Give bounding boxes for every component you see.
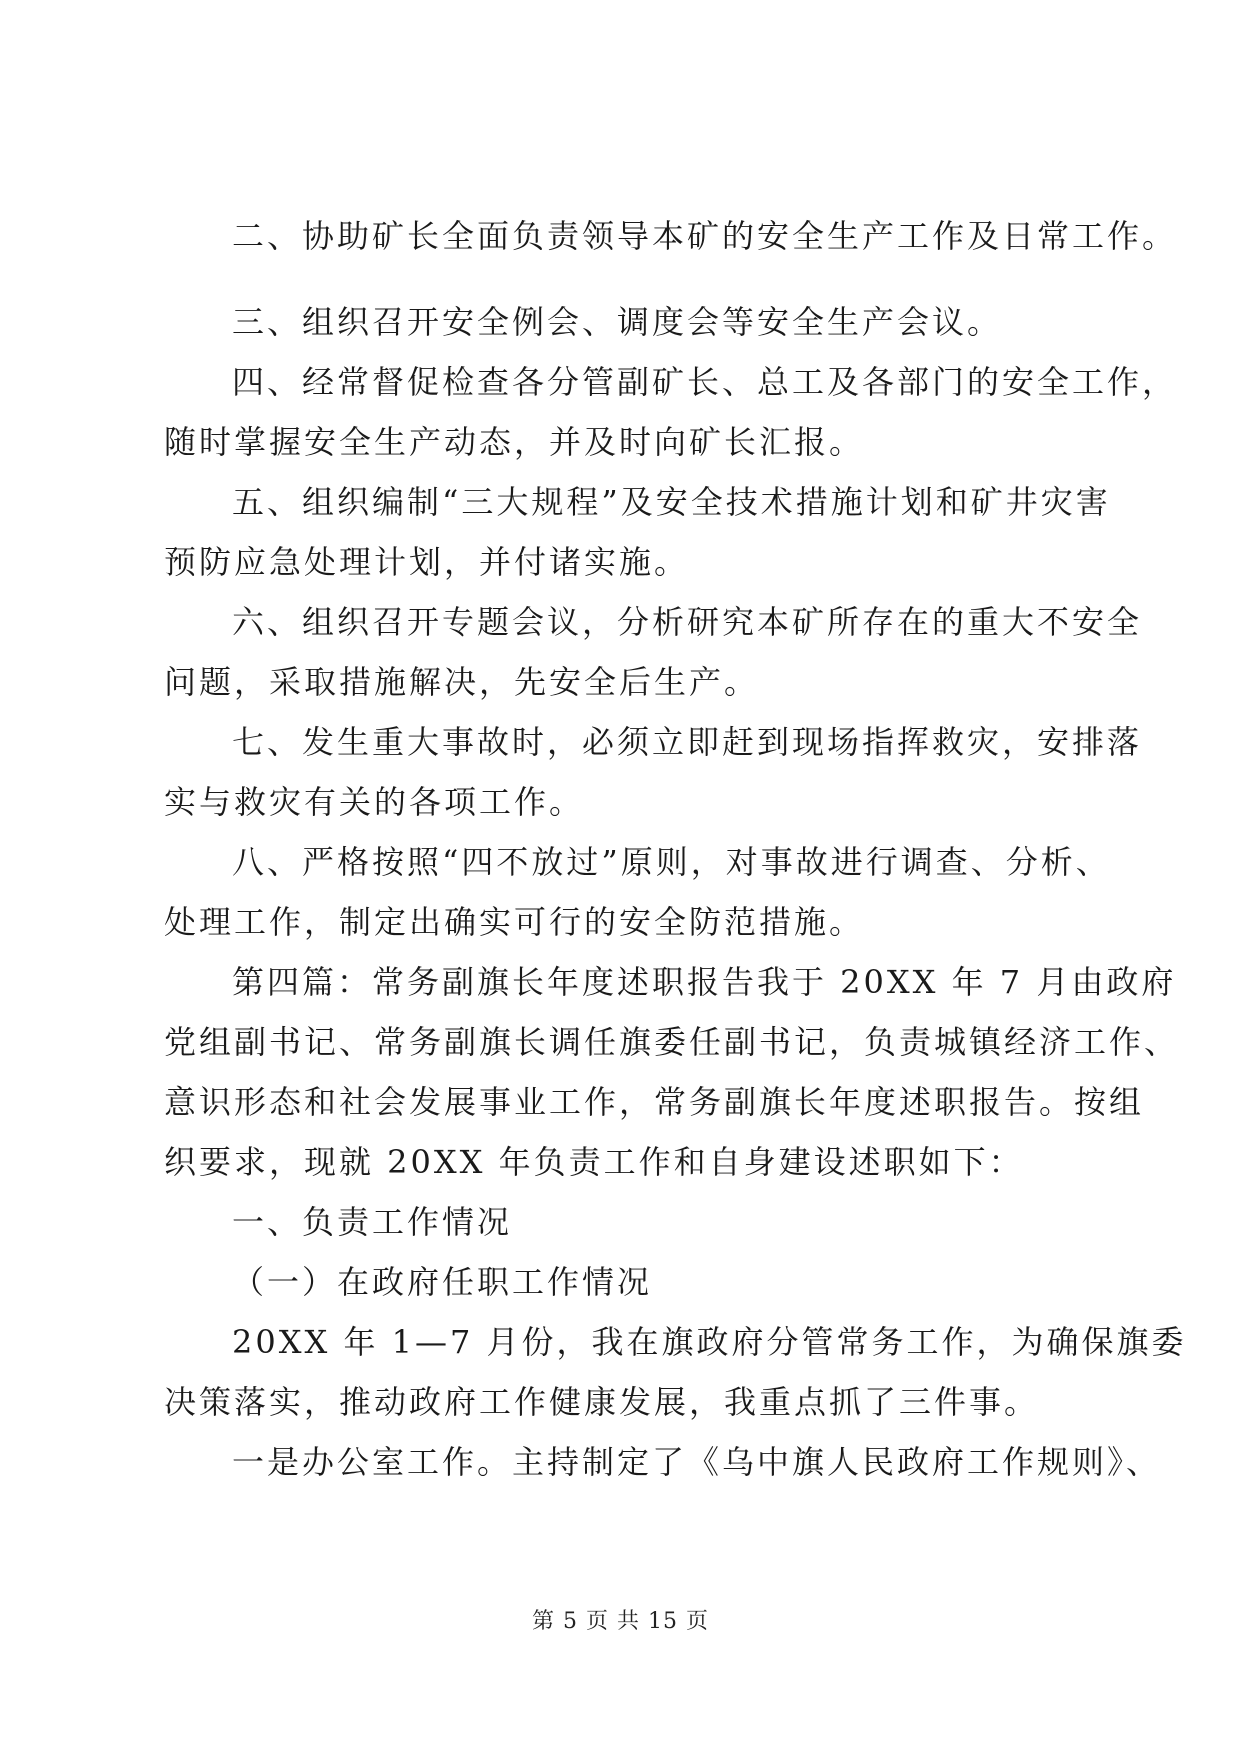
paragraph-line: 织要求，现就 20XX 年负责工作和自身建设述职如下： (164, 1143, 1024, 1181)
section-heading: 一、负责工作情况 (232, 1203, 513, 1241)
paragraph-line: 意识形态和社会发展事业工作，常务副旗长年度述职报告。按组 (164, 1083, 1145, 1121)
paragraph-line: 实与救灾有关的各项工作。 (164, 783, 585, 821)
paragraph-line: 一是办公室工作。主持制定了《乌中旗人民政府工作规则》、 (232, 1443, 1162, 1481)
paragraph-line: 处理工作，制定出确实可行的安全防范措施。 (164, 903, 865, 941)
paragraph-line: 决策落实，推动政府工作健康发展，我重点抓了三件事。 (164, 1383, 1040, 1421)
paragraph-line: 八、严格按照“四不放过”原则，对事故进行调查、分析、 (232, 843, 1111, 881)
paragraph-line: 二、协助矿长全面负责领导本矿的安全生产工作及日常工作。 (232, 217, 1178, 255)
page-number-footer: 第 5 页 共 15 页 (532, 1609, 709, 1634)
paragraph-line: 三、组织召开安全例会、调度会等安全生产会议。 (232, 303, 1003, 341)
paragraph-line: 五、组织编制“三大规程”及安全技术措施计划和矿井灾害 (232, 483, 1111, 521)
paragraph-line: 20XX 年 1—7 月份，我在旗政府分管常务工作，为确保旗委 (232, 1323, 1187, 1361)
paragraph-line: 第四篇：常务副旗长年度述职报告我于 20XX 年 7 月由政府 (232, 963, 1177, 1001)
paragraph-line: 六、组织召开专题会议，分析研究本矿所存在的重大不安全 (232, 603, 1143, 641)
paragraph-line: 四、经常督促检查各分管副矿长、总工及各部门的安全工作， (232, 363, 1178, 401)
paragraph-line: 预防应急处理计划，并付诸实施。 (164, 543, 690, 581)
paragraph-line: 问题，采取措施解决，先安全后生产。 (164, 663, 760, 701)
paragraph-line: 党组副书记、常务副旗长调任旗委任副书记，负责城镇经济工作、 (164, 1023, 1180, 1061)
subsection-heading: （一）在政府任职工作情况 (232, 1263, 653, 1301)
paragraph-line: 七、发生重大事故时，必须立即赶到现场指挥救灾，安排落 (232, 723, 1143, 761)
paragraph-line: 随时掌握安全生产动态，并及时向矿长汇报。 (164, 423, 865, 461)
